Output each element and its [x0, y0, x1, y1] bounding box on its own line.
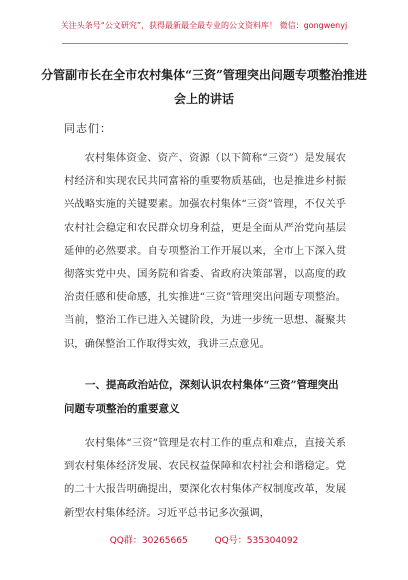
header-banner: 关注头条号“公文研究”，获得最新最全最专业的公文资料库！ 微信：gongwenyj: [60, 21, 348, 30]
footer: [0, 533, 408, 546]
document-title: 分管副市长在全市农村集体“三资”管理突出问题专项整治推进会上的讲话: [41, 68, 367, 106]
footer-qq-group: QQ群：30265665: [109, 536, 188, 546]
intro-paragraph: 农村集体资金、资产、资源（以下简称“三资”）是发展农村经济和实现农民共同富裕的重要物质基础，也是推进乡村振兴战略实施的关键要素。加强农村集体“三资”管理，不仅关乎农村社会稳定和农民群众切身利益，更是全面从严治党向基层延伸的必然要求。自专项整治工作开展以来，全市上下深入贯彻落实党中央、国务院和省委、省政府决策部署，以高度的政治责任感和使命感，扎实推进“三资”管理突出问题专项整治。当前，整治工作已进入关键阶段，为进一步统一思想、凝聚共识，确保整治工作取得实效，我讲三点意见。: [64, 152, 346, 350]
section-1-paragraph: 农村集体“三资”管理是农村工作的重点和难点，直接关系到农村集体经济发展、农民权益保障和农村社会和谐稳定。党的二十大报告明确提出，要深化农村集体产权制度改革，发展新型农村集体经济。习近平总书记多次强调，: [64, 437, 346, 519]
section-1-heading: 一、提高政治站位，深刻认识农村集体“三资”管理突出问题专项整治的重要意义: [64, 379, 339, 415]
footer-qq-number: QQ号：535304092: [214, 536, 299, 546]
header-divider: [62, 43, 348, 44]
greeting: 同志们：: [64, 122, 112, 135]
